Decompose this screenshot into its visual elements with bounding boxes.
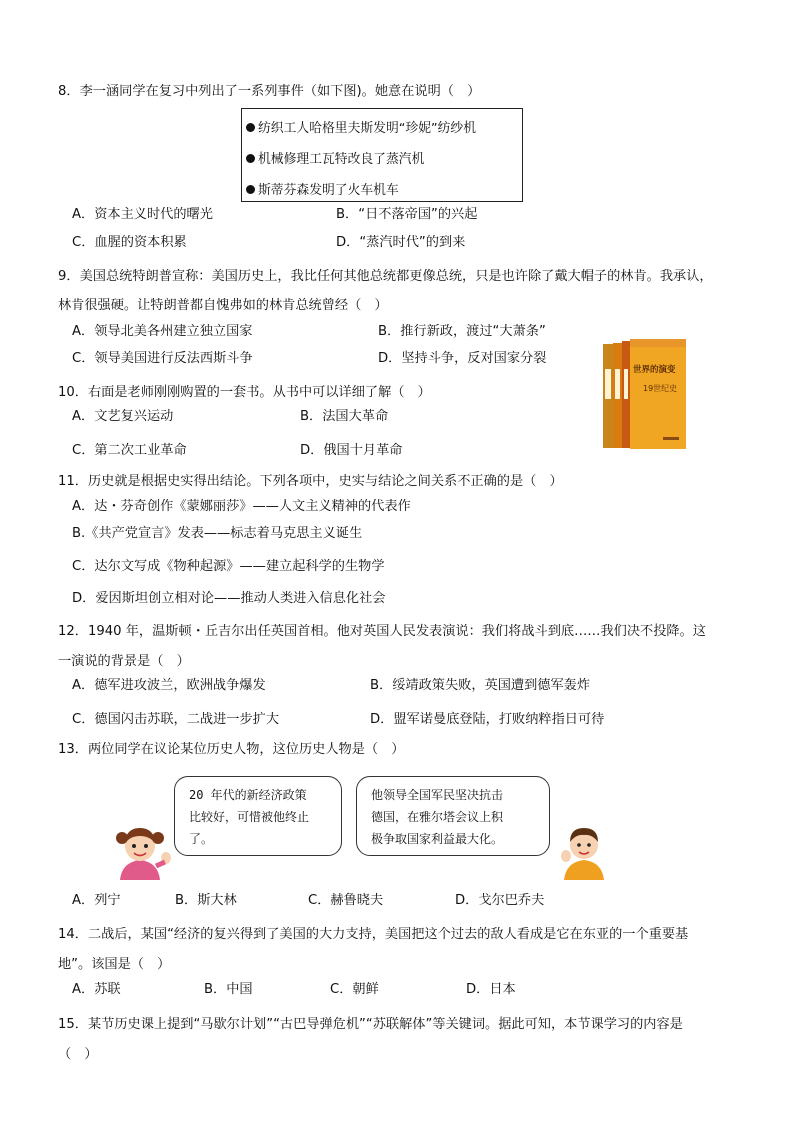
q12-stem-line1: 12．1940 年，温斯顿・丘吉尔出任英国首相。他对英国人民发表演说：我们将战斗到底……我们决不投降。这	[58, 624, 706, 639]
q8-option-c[interactable]: C．血腥的资本积累	[72, 235, 187, 250]
girl-cartoon-icon	[110, 822, 174, 880]
q11-stem: 11．历史就是根据史实得出结论。下列各项中，史实与结论之间关系不正确的是（ ）	[58, 474, 563, 489]
q15-stem-line2: （ ）	[58, 1047, 98, 1062]
q10-option-b[interactable]: B．法国大革命	[300, 409, 389, 424]
q8-event-box	[241, 108, 523, 202]
q9-option-b[interactable]: B．推行新政，渡过“大萧条”	[378, 324, 546, 339]
q8-event-item: 斯蒂芬森发明了火车机车	[246, 175, 522, 206]
q9-stem-line2: 林肯很强硬。让特朗普都自愧弗如的林肯总统曾经（ ）	[58, 298, 388, 313]
q8-option-a[interactable]: A．资本主义时代的曙光	[72, 207, 213, 222]
q11-option-b[interactable]: B.《共产党宣言》发表——标志着马克思主义诞生	[72, 526, 363, 541]
q12-option-d[interactable]: D．盟军诺曼底登陆，打败纳粹指日可待	[370, 712, 605, 727]
q13-option-b[interactable]: B．斯大林	[175, 893, 237, 908]
speech-bubble-left: 20 年代的新经济政策 比较好，可惜被他终止 了。	[174, 776, 342, 856]
q8-stem: 8．李一涵同学在复习中列出了一系列事件（如下图)。她意在说明（ ）	[58, 84, 481, 99]
q13-option-a[interactable]: A．列宁	[72, 893, 121, 908]
q14-option-b[interactable]: B．中国	[204, 982, 253, 997]
q8-option-b[interactable]: B．“日不落帝国”的兴起	[336, 207, 478, 222]
bullet-icon	[246, 154, 255, 163]
q11-option-d[interactable]: D．爱因斯坦创立相对论——推动人类进入信息化社会	[72, 591, 386, 606]
q12-stem-line2: 一演说的背景是（ ）	[58, 654, 190, 669]
q9-option-a[interactable]: A．领导北美各州建立独立国家	[72, 324, 253, 339]
q12-option-c[interactable]: C．德国闪击苏联，二战进一步扩大	[72, 712, 280, 727]
q10-option-c[interactable]: C．第二次工业革命	[72, 443, 187, 458]
speech-bubble-right: 他领导全国军民坚决抗击 德国，在雅尔塔会议上积 极争取国家利益最大化。	[356, 776, 550, 856]
q10-option-a[interactable]: A．文艺复兴运动	[72, 409, 174, 424]
q8-event-item: 纺织工人哈格里夫斯发明“珍妮”纺纱机	[246, 113, 522, 144]
q13-option-d[interactable]: D．戈尔巴乔夫	[455, 893, 545, 908]
q12-option-a[interactable]: A．德军进攻波兰，欧洲战争爆发	[72, 678, 266, 693]
q12-option-b[interactable]: B．绥靖政策失败，英国遭到德军轰炸	[370, 678, 591, 693]
q13-option-c[interactable]: C．赫鲁晓夫	[308, 893, 384, 908]
q15-stem-line1: 15．某节历史课上提到“马歇尔计划”“古巴导弹危机”“苏联解体”等关键词。据此可知，本节课学习的内容是	[58, 1017, 683, 1032]
q14-stem-line2: 地”。该国是（ ）	[58, 957, 171, 972]
q10-option-d[interactable]: D．俄国十月革命	[300, 443, 403, 458]
q9-option-d[interactable]: D．坚持斗争，反对国家分裂	[378, 351, 547, 366]
q8-option-d[interactable]: D．“蒸汽时代”的到来	[336, 235, 466, 250]
book-set-image	[603, 339, 686, 449]
bullet-icon	[246, 123, 255, 132]
book-title: 世界的演变	[633, 365, 676, 375]
q10-stem: 10．右面是老师刚刚购置的一套书。从书中可以详细了解（ ）	[58, 385, 431, 400]
bullet-icon	[246, 185, 255, 194]
q11-option-a[interactable]: A．达・芬奇创作《蒙娜丽莎》——人文主义精神的代表作	[72, 499, 411, 514]
q14-option-d[interactable]: D．日本	[466, 982, 516, 997]
book-subtitle: 19世纪史	[643, 384, 678, 393]
q14-stem-line1: 14．二战后，某国“经济的复兴得到了美国的大力支持，美国把这个过去的敌人看成是它在东亚的一个重要基	[58, 927, 689, 942]
boy-cartoon-icon	[560, 820, 606, 880]
q14-option-a[interactable]: A．苏联	[72, 982, 121, 997]
q11-option-c[interactable]: C．达尔文写成《物种起源》——建立起科学的生物学	[72, 559, 385, 574]
q13-stem: 13．两位同学在议论某位历史人物，这位历史人物是（ ）	[58, 742, 405, 757]
q9-option-c[interactable]: C．领导美国进行反法西斯斗争	[72, 351, 253, 366]
q8-event-item: 机械修理工瓦特改良了蒸汽机	[246, 144, 522, 175]
q14-option-c[interactable]: C．朝鲜	[330, 982, 379, 997]
q9-stem-line1: 9．美国总统特朗普宣称：美国历史上，我比任何其他总统都更像总统，只是也许除了戴大帽子的林肯。我承认，	[58, 269, 713, 284]
